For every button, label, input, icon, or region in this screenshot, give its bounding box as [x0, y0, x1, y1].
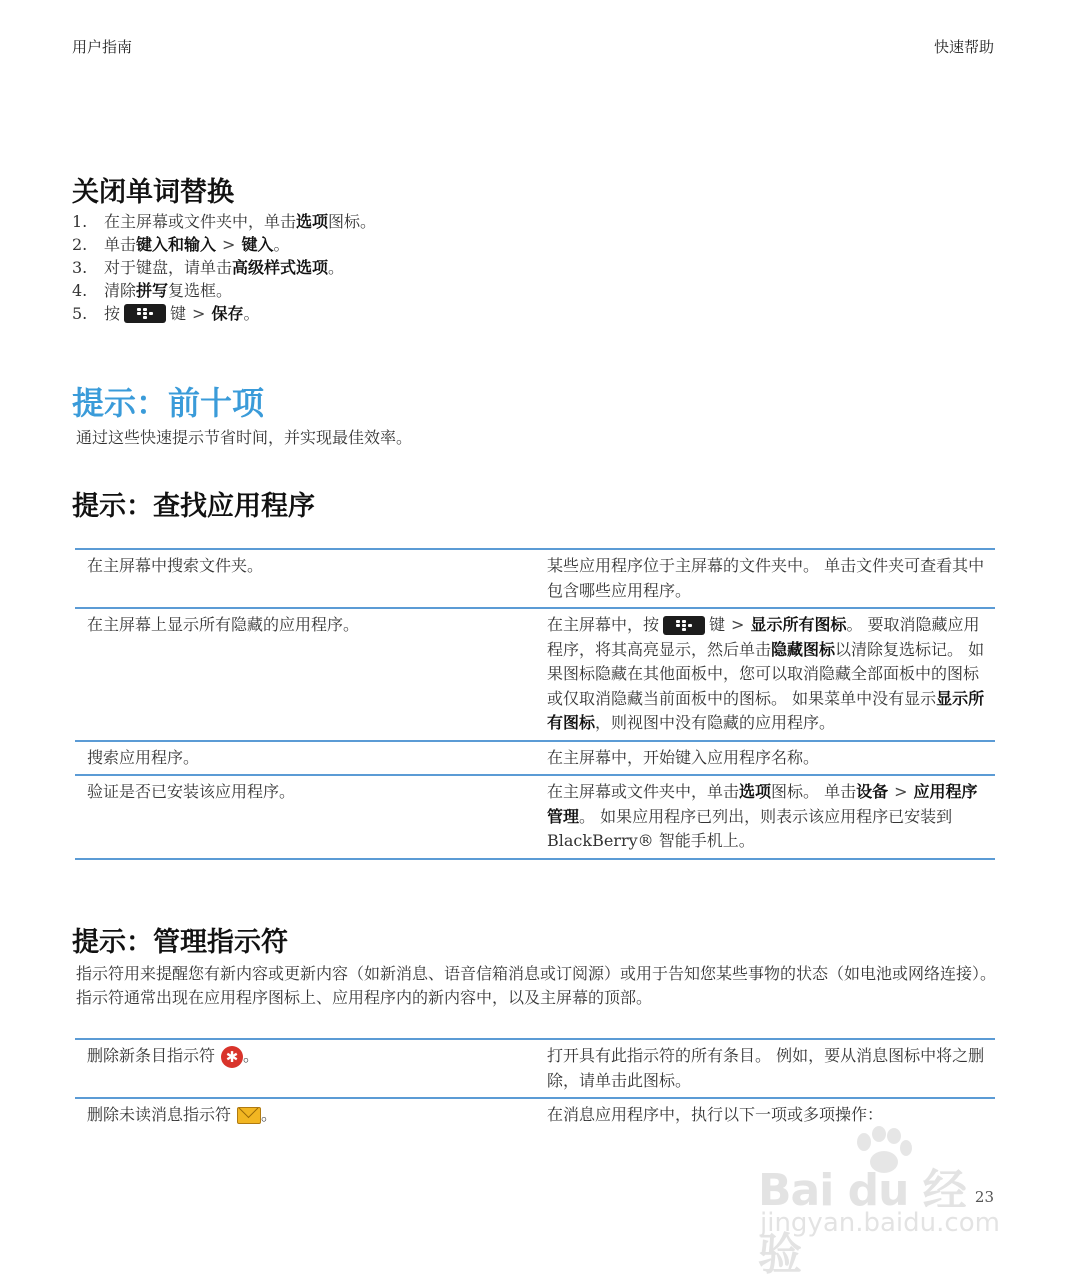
table-cell-task: 搜索应用程序。 [75, 741, 535, 776]
table-row [75, 608, 995, 741]
table-cell-tip: 在主屏幕中，按 键 > 显示所有图标。 要取消隐藏应用程序，将其高亮显示，然后单击隐藏图标以清除复选标记。 如果图标隐藏在其他面板中，您可以取消隐藏全部面板中的图标或仅取消隐藏当前面板中的图标。 如果菜单中没有显示显示所有图标，则视图中没有隐藏的应用程序。 [535, 608, 995, 741]
step-item: 3. 对于键盘，请单击 高级样式选项 。 [72, 258, 345, 277]
table-cell-tip: 打开具有此指示符的所有条目。 例如，要从消息图标中将之删除，请单击此图标。 [535, 1039, 995, 1098]
watermark-url: jingyan.baidu.com [760, 1208, 1000, 1238]
table-row [75, 741, 995, 776]
step-item: 4. 清除 拼写 复选框。 [72, 281, 233, 300]
table-cell-task: 在主屏幕上显示所有隐藏的应用程序。 [75, 608, 535, 741]
header-section-title: 快速帮助 [933, 38, 994, 56]
table-cell-tip: 某些应用程序位于主屏幕的文件夹中。 单击文件夹可查看其中包含哪些应用程序。 [535, 549, 995, 608]
header-doc-title: 用户指南 [72, 38, 133, 56]
watermark-brand: Bai du 经验 [758, 1165, 966, 1280]
section-title-manage-indicators: 提示：管理指示符 [72, 927, 288, 958]
table-cell-task: 在主屏幕中搜索文件夹。 [75, 549, 535, 608]
step-item: 1. 在主屏幕或文件夹中，单击 选项 图标。 [72, 212, 377, 231]
page-number: 23 [974, 1188, 994, 1206]
blackberry-menu-key-icon [663, 616, 705, 635]
table-cell-tip: 在消息应用程序中，执行以下一项或多项操作： [547, 1105, 884, 1124]
step-item: 5. 按 键 > 保存 。 [72, 304, 260, 323]
table-row [75, 1039, 995, 1098]
new-item-indicator-icon: ✱ [221, 1046, 243, 1068]
section-title-top-tips: 提示：前十项 [72, 384, 265, 422]
section-title-word-substitution: 关闭单词替换 [72, 177, 234, 208]
table-cell-task: 删除新条目指示符 ✱ 。 [75, 1039, 535, 1098]
table-cell-tip: 在主屏幕中，开始键入应用程序名称。 [535, 741, 995, 776]
baidu-watermark [758, 1126, 1008, 1280]
unread-message-envelope-icon [237, 1107, 261, 1124]
table-row [75, 549, 995, 608]
steps-list [72, 210, 376, 325]
find-apps-table [75, 548, 995, 860]
table-cell-task: 验证是否已安装该应用程序。 [75, 775, 535, 859]
step-item: 2. 单击 键入和输入 > 键入 。 [72, 235, 290, 254]
top-tips-intro: 通过这些快速提示节省时间，并实现最佳效率。 [76, 428, 413, 447]
table-cell-task: 删除未读消息指示符 。 [87, 1105, 278, 1124]
table-cell-tip: 在主屏幕或文件夹中，单击选项图标。 单击设备 > 应用程序管理。 如果应用程序已列出，则表示该应用程序已安装到 BlackBerry® 智能手机上。 [535, 775, 995, 859]
blackberry-menu-key-icon [124, 304, 166, 323]
indicators-intro: 指示符用来提醒您有新内容或更新内容（如新消息、语音信箱消息或订阅源）或用于告知您某些事物的状态（如电池或网络连接）。 指示符通常出现在应用程序图标上、应用程序内的新内容中，以及主屏幕的顶部。 [76, 964, 997, 1007]
indicators-table [75, 1038, 995, 1132]
table-row [75, 775, 995, 859]
section-title-find-apps: 提示：查找应用程序 [72, 491, 315, 522]
